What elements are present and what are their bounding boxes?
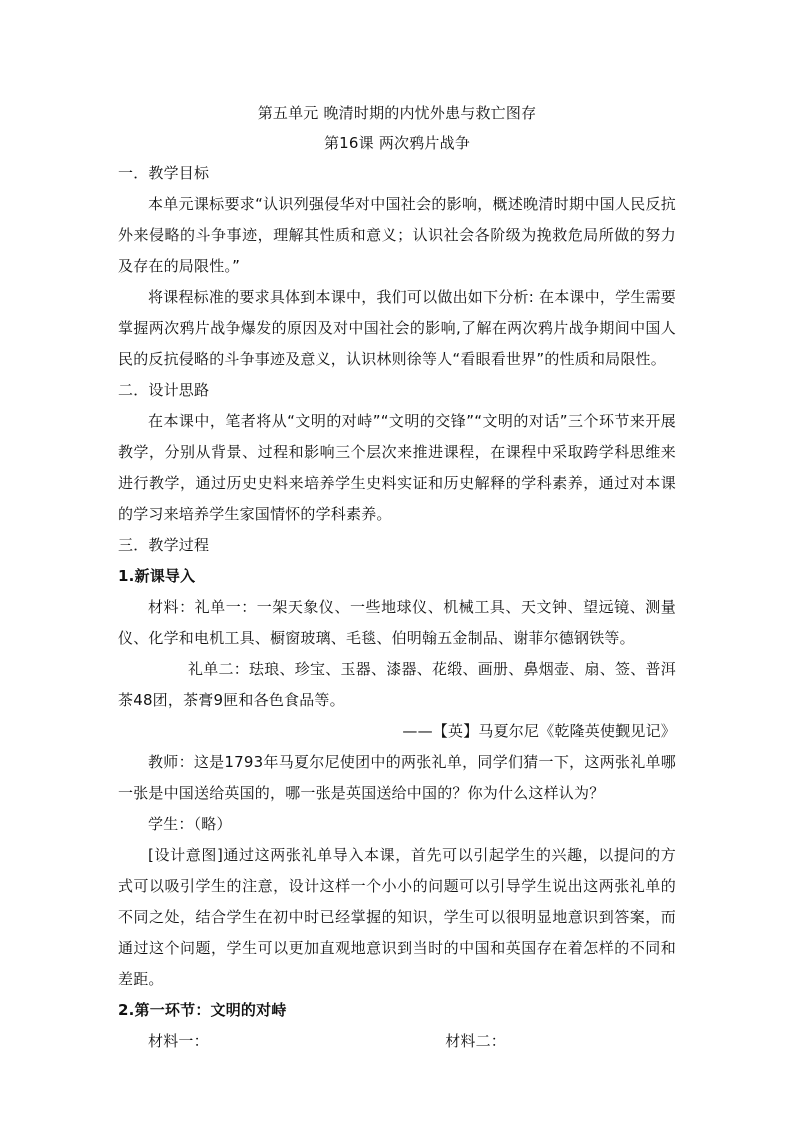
material-gift-list-2: 礼单二：珐琅、珍宝、玉器、漆器、花缎、画册、鼻烟壶、扇、签、普洱茶48团，茶膏9匣和各色食品等。 (118, 660, 676, 709)
material-one-label: 材料一： (148, 1032, 209, 1050)
design-heading: 二．设计思路 (118, 381, 210, 399)
material-source: ——【英】马夏尔尼《乾隆英使觐见记》 (402, 722, 676, 740)
process-heading: 三．教学过程 (118, 536, 210, 554)
objectives-paragraph-2: 将课程标准的要求具体到本课中，我们可以做出如下分析: 在本课中，学生需要掌握两次鸦片战争爆发的原因及对中国社会的影响,了解在两次鸦片战争期间中国人民的反抗侵略的斗争事迹及意义，认识林则徐等人“看眼看世界”的性质和局限性。 (118, 288, 676, 368)
material-two-label: 材料二： (445, 1032, 506, 1050)
material-gift-list-1: 材料：礼单一：一架天象仪、一些地球仪、机械工具、天文钟、望远镜、测量仪、化学和电机工具、橱窗玻璃、毛毯、伯明翰五金制品、谢菲尔德钢铁等。 (118, 598, 676, 647)
objectives-heading: 一．教学目标 (118, 164, 210, 182)
lesson-title: 第16课 两次鸦片战争 (323, 134, 471, 152)
design-paragraph-1: 在本课中，笔者将从“文明的对峙”“文明的交锋”“文明的对话”三个环节来开展教学，分别从背景、过程和影响三个层次来推进课程，在课程中采取跨学科思维来进行教学，通过历史史料来培养学生史料实证和历史解释的学科素养，通过对本课的学习来培养学生家国情怀的学科素养。 (118, 412, 676, 523)
process-subsection-1-heading: 1.新课导入 (118, 567, 196, 585)
process-subsection-2-heading: 2.第一环节：文明的对峙 (118, 1001, 287, 1019)
student-response: 学生：（略） (148, 815, 232, 833)
document-content (118, 98, 676, 1057)
teacher-prompt: 教师：这是1793年马夏尔尼使团中的两张礼单，同学们猜一下，这两张礼单哪一张是中国送给英国的，哪一张是英国送给中国的？你为什么这样认为？ (118, 753, 676, 802)
design-intent: [设计意图]通过这两张礼单导入本课，首先可以引起学生的兴趣，以提问的方式可以吸引学生的注意，设计这样一个小小的问题可以引导学生说出这两张礼单的不同之处，结合学生在初中时已经掌握的知识，学生可以很明显地意识到答案，而通过这个问题，学生可以更加直观地意识到当时的中国和英国存在着怎样的不同和差距。 (118, 846, 676, 988)
objectives-paragraph-1: 本单元课标要求“认识列强侵华对中国社会的影响，概述晚清时期中国人民反抗外来侵略的斗争事迹，理解其性质和意义；认识社会各阶级为挽救危局所做的努力及存在的局限性。” (118, 195, 676, 275)
unit-title: 第五单元 晚清时期的内忧外患与救亡图存 (257, 104, 537, 122)
materials-row (118, 1026, 676, 1057)
